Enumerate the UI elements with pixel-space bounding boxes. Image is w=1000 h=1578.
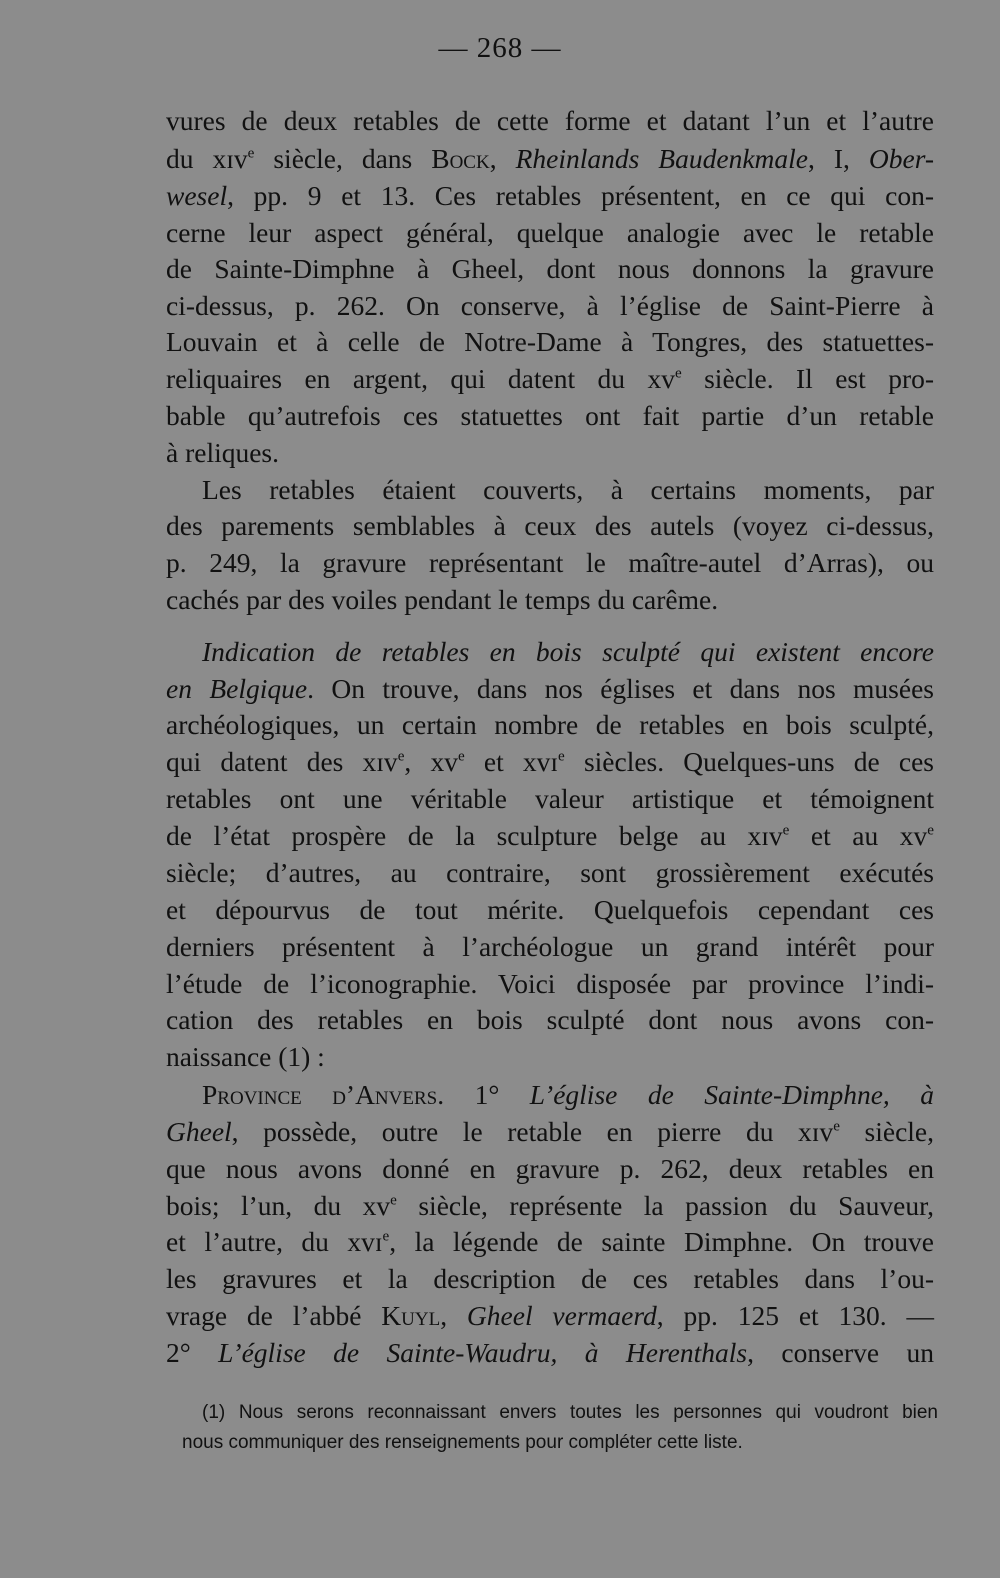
text-line bbox=[166, 965, 934, 1002]
text-line bbox=[166, 1223, 934, 1260]
text-line bbox=[166, 360, 934, 397]
text-span: que nous avons donné en gravure p. 262, deux retables en bbox=[166, 1153, 934, 1184]
superscript: e bbox=[927, 822, 934, 839]
text-line bbox=[166, 434, 934, 471]
superscript: e bbox=[782, 822, 790, 839]
text-line bbox=[166, 780, 934, 817]
text-span: retables ont une véritable valeur artistique et témoignent bbox=[166, 783, 934, 814]
text-line bbox=[166, 706, 934, 743]
italic-text: L’église de Sainte-Waudru, à Herenthals bbox=[218, 1337, 748, 1368]
text-line bbox=[166, 250, 934, 287]
superscript: e bbox=[390, 1192, 397, 1209]
text-span: des parements semblables à ceux des autels (voyez ci-dessus, bbox=[166, 510, 934, 541]
text-span: et dépourvus de tout mérite. Quelquefois cependant ces bbox=[166, 894, 934, 925]
text-span: cachés par des voiles pendant le temps du carême. bbox=[166, 584, 719, 615]
footnote-line: (1) Nous serons reconnaissant envers toutes les personnes qui voudront bien bbox=[202, 1402, 938, 1423]
text-span: et au xᴠ bbox=[789, 820, 928, 851]
text-span: , la légende de sainte Dimphne. On trouve bbox=[389, 1226, 934, 1257]
text-line bbox=[166, 214, 934, 251]
text-span: cerne leur aspect général, quelque analogie avec le retable bbox=[166, 217, 934, 248]
text-span: vures de deux retables de cette forme et datant l’un et l’autre bbox=[166, 105, 934, 136]
text-span: bable qu’autrefois ces statuettes ont fait partie d’un retable bbox=[166, 400, 934, 431]
text-line bbox=[166, 891, 934, 928]
superscript: e bbox=[833, 1118, 840, 1135]
text-span: archéologiques, un certain nombre de retables en bois sculpté, bbox=[166, 709, 934, 740]
small-caps-text: Kuyl bbox=[381, 1300, 441, 1331]
small-caps-text: Bock bbox=[431, 143, 490, 174]
text-span: et xᴠɪ bbox=[464, 746, 559, 777]
text-line bbox=[166, 633, 934, 670]
text-span: de l’état prospère de la sculpture belge au xɪᴠ bbox=[166, 820, 783, 851]
text-span: reliquaires en argent, qui datent du xᴠ bbox=[166, 363, 675, 394]
superscript: e bbox=[674, 365, 682, 382]
text-span: à reliques. bbox=[166, 437, 280, 468]
text-span: , pp. 125 et 130. — bbox=[656, 1300, 934, 1331]
text-line bbox=[166, 471, 934, 508]
text-span: siècle; d’autres, au contraire, sont grossièrement exécutés bbox=[166, 857, 934, 888]
text-span: bois; l’un, du xᴠ bbox=[166, 1190, 391, 1221]
text-span: ci-dessus, p. 262. On conserve, à l’église de Saint-Pierre à bbox=[166, 290, 934, 321]
italic-text: Gheel bbox=[166, 1116, 232, 1147]
text-span: et l’autre, du xᴠɪ bbox=[166, 1226, 383, 1257]
text-span: siècles. Quelques-uns de ces bbox=[564, 746, 934, 777]
text-line bbox=[166, 544, 934, 581]
text-line bbox=[166, 670, 934, 707]
italic-text: Gheel vermaerd bbox=[466, 1300, 657, 1331]
text-span: , xᴠ bbox=[404, 746, 458, 777]
italic-text: wesel bbox=[166, 180, 228, 211]
text-span: siècle. Il est pro- bbox=[681, 363, 935, 394]
text-line bbox=[166, 507, 934, 544]
italic-text: en Belgique bbox=[166, 673, 308, 704]
page-number: — 268 — bbox=[438, 32, 562, 64]
text-line bbox=[166, 287, 934, 324]
text-line bbox=[166, 102, 934, 139]
text-line bbox=[166, 1260, 934, 1297]
text-span: siècle, bbox=[839, 1116, 935, 1147]
text-span: siècle, dans bbox=[254, 143, 432, 174]
text-span: , possède, outre le retable en pierre du xɪᴠ bbox=[231, 1116, 834, 1147]
text-line bbox=[166, 1076, 934, 1113]
text-line bbox=[166, 817, 934, 854]
text-span: , I, bbox=[807, 143, 869, 174]
text-span: Les retables étaient couverts, à certains moments, par bbox=[202, 474, 934, 505]
footnote-line: nous communiquer des renseignements pour compléter cette liste. bbox=[182, 1432, 743, 1453]
text-line bbox=[166, 397, 934, 434]
italic-text: Ober- bbox=[868, 143, 935, 174]
text-span: . 1° bbox=[437, 1079, 530, 1110]
text-span: 2° bbox=[166, 1337, 219, 1368]
superscript: e bbox=[457, 748, 465, 765]
text-line bbox=[166, 323, 934, 360]
superscript: e bbox=[382, 1228, 390, 1245]
italic-text: L’église de Sainte-Dimphne, à bbox=[529, 1079, 935, 1110]
text-line bbox=[166, 928, 934, 965]
text-span: du xɪᴠ bbox=[166, 143, 248, 174]
text-span: de Sainte-Dimphne à Gheel, dont nous donnons la gravure bbox=[166, 253, 934, 284]
text-line bbox=[166, 1038, 934, 1075]
text-span: Louvain et à celle de Notre-Dame à Tongres, des statuettes- bbox=[166, 326, 934, 357]
text-span: derniers présentent à l’archéologue un grand intérêt pour bbox=[166, 931, 934, 962]
text-span: p. 249, la gravure représentant le maître-autel d’Arras), ou bbox=[166, 547, 934, 578]
text-span: les gravures et la description de ces retables dans l’ou- bbox=[166, 1263, 934, 1294]
small-caps-text: Province d’Anvers bbox=[202, 1079, 438, 1110]
text-span: siècle, représente la passion du Sauveur, bbox=[396, 1190, 934, 1221]
superscript: e bbox=[247, 145, 255, 162]
italic-text: Rheinlands Baudenkmale bbox=[515, 143, 808, 174]
text-line bbox=[166, 1187, 934, 1224]
text-line bbox=[166, 743, 934, 780]
text-line bbox=[166, 1150, 934, 1187]
text-span: l’étude de l’iconographie. Voici disposée par province l’indi- bbox=[166, 968, 934, 999]
italic-text: Indication de retables en bois sculpté qui existent encore bbox=[202, 636, 934, 667]
text-line bbox=[166, 177, 934, 214]
text-span: cation des retables en bois sculpté dont nous avons con- bbox=[166, 1004, 934, 1035]
text-span: . On trouve, dans nos églises et dans nos musées bbox=[307, 673, 934, 704]
text-span: , pp. 9 et 13. Ces retables présentent, en ce qui con- bbox=[227, 180, 934, 211]
text-line bbox=[166, 1113, 934, 1150]
text-span: , conserve un bbox=[747, 1337, 934, 1368]
text-line bbox=[166, 854, 934, 891]
text-span: qui datent des xɪᴠ bbox=[166, 746, 398, 777]
superscript: e bbox=[558, 748, 565, 765]
text-line bbox=[166, 140, 934, 177]
text-span: naissance (1) : bbox=[166, 1041, 325, 1072]
text-line bbox=[166, 1001, 934, 1038]
superscript: e bbox=[397, 748, 405, 765]
text-span: vrage de l’abbé bbox=[166, 1300, 382, 1331]
text-line bbox=[166, 1297, 934, 1334]
text-span: , bbox=[489, 143, 516, 174]
text-span: , bbox=[440, 1300, 467, 1331]
text-line bbox=[166, 581, 934, 618]
text-line bbox=[166, 1334, 934, 1371]
